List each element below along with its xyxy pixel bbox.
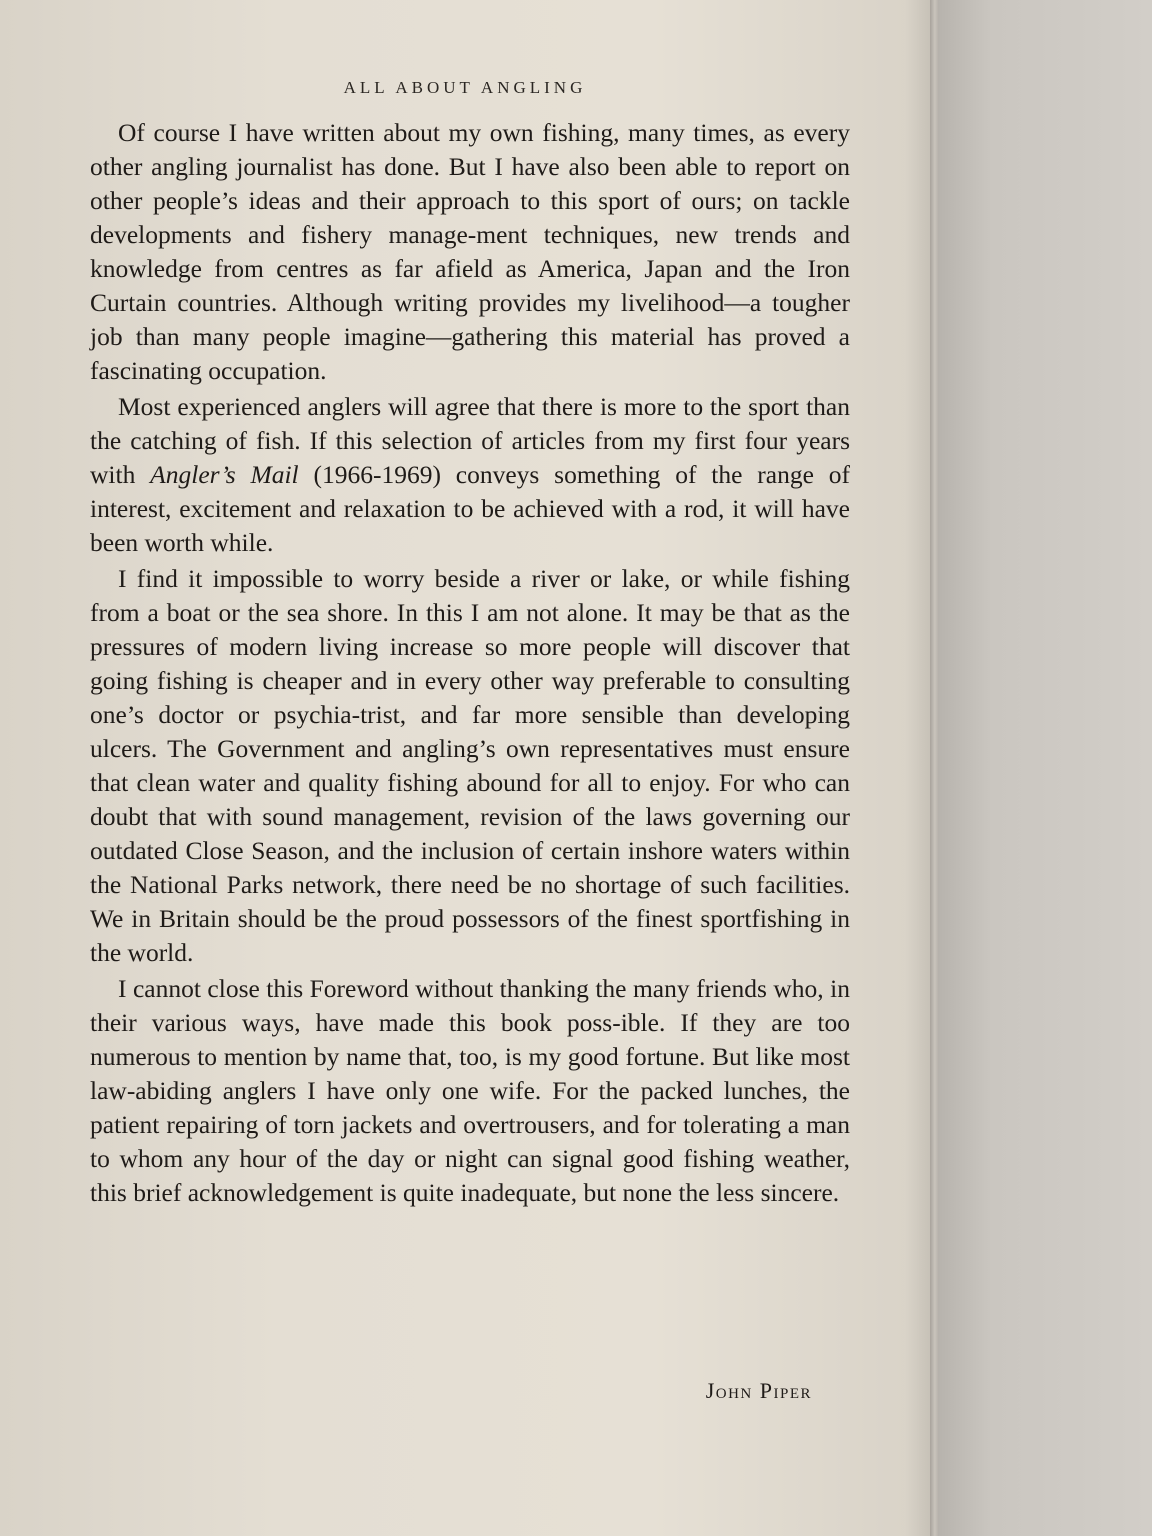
paragraph-2-start: Most experienced anglers will agree that there is more to the sport than the catching of fish. If this selection of articles from my first four years with: [90, 392, 850, 489]
author-signature: John Piper: [705, 1378, 812, 1403]
paragraph-2-end: (1966-1969) conveys something of the range of interest, excitement and relaxation to be achieved with a rod, it will have been worth while.: [90, 460, 850, 557]
facing-page: [938, 0, 1152, 1536]
paragraph-4: I cannot close this Foreword without thanking the many friends who, in their various ways, have made this book poss-ible. If they are too numerous to mention by name that, too, is my good fortune. But like most law-abiding anglers I have only one wife. For the packed lunches, the patient repairing of torn jackets and overtrousers, and for tolerating a man to whom any hour of the day or night can signal good fishing weather, this brief acknowledgement is quite inadequate, but none the less sincere.: [90, 974, 850, 1207]
page-edge: [930, 0, 938, 1536]
foreword-body: [90, 116, 850, 1210]
gutter-shadow: [905, 0, 930, 1536]
paragraph-3: I find it impossible to worry beside a river or lake, or while fishing from a boat or the sea shore. In this I am not alone. It may be that as the pressures of modern living increase so more people will discover that going fishing is cheaper and in every other way preferable to consulting one’s doctor or psychia-trist, and far more sensible than developing ulcers. The Government and angling’s own representatives must ensure that clean water and quality fishing abound for all to enjoy. For who can doubt that with sound management, revision of the laws governing our outdated Close Season, and the inclusion of certain inshore waters within the National Parks network, there need be no shortage of such facilities. We in Britain should be the proud possessors of the finest sportfishing in the world.: [90, 564, 850, 967]
running-head: ALL ABOUT ANGLING: [343, 78, 587, 97]
publication-title: Angler’s Mail: [150, 460, 299, 489]
paragraph-1: Of course I have written about my own fishing, many times, as every other angling journalist has done. But I have also been able to report on other people’s ideas and their approach to this sport of ours; on tackle developments and fishery manage-ment techniques, new trends and knowledge from centres as far afield as America, Japan and the Iron Curtain countries. Although writing provides my livelihood—a tougher job than many people imagine—gathering this material has proved a fascinating occupation.: [90, 118, 850, 385]
paragraph-2: [90, 390, 850, 560]
